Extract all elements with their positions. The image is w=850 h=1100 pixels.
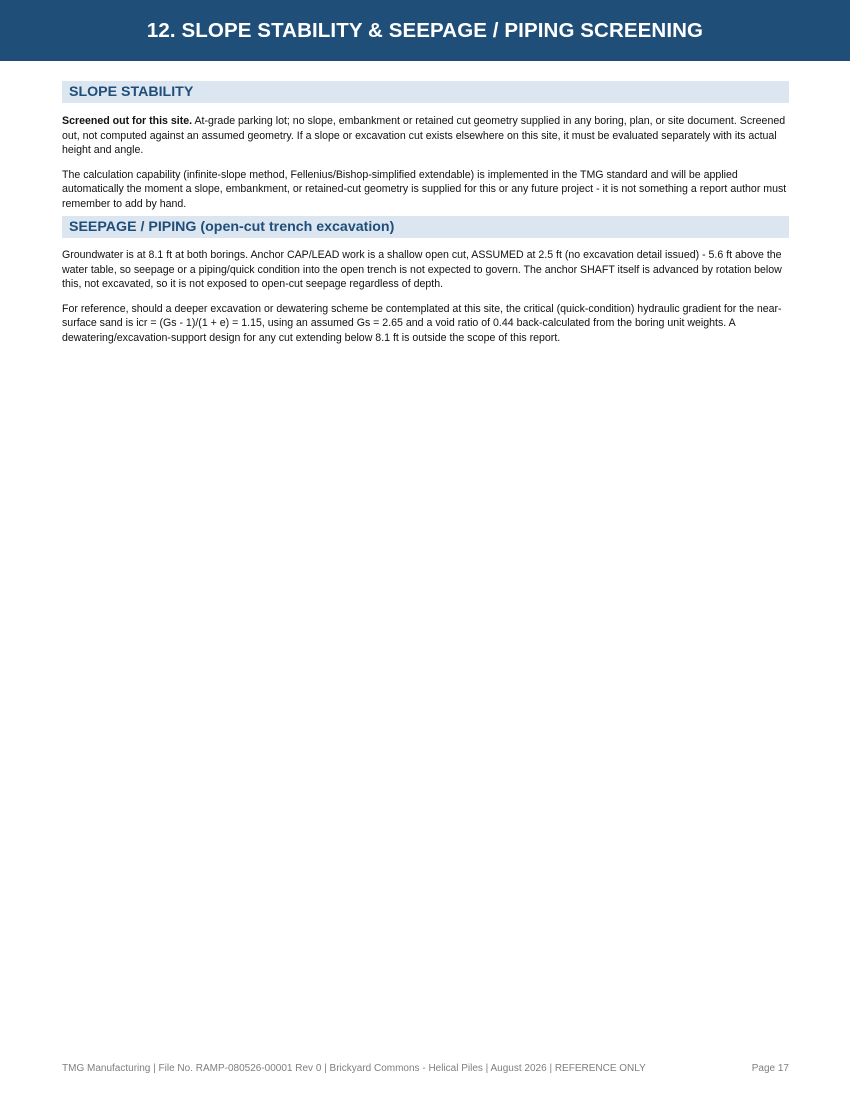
slope-stability-paragraph-1-text: At-grade parking lot; no slope, embankment or retained cut geometry supplied in any boring, plan, or site document. Screened out, not computed against an assumed geometry. If a slope or excavation cut exists elsewhere on this site, it must be evaluated separately with its actual height and angle. [62, 115, 786, 156]
seepage-paragraph-2: For reference, should a deeper excavation or dewatering scheme be contemplated at this site, the critical (quick-condition) hydraulic gradient for the near-surface sand is icr = (Gs - 1)/(1 + e) = 1.15, using an assumed Gs = 2.65 and a void ratio of 0.44 back-calculated from the boring unit weights. A dewatering/excavation-support design for any cut extending below 8.1 ft is outside the scope of this report. [62, 302, 782, 344]
section-heading-slope-stability: SLOPE STABILITY [62, 81, 789, 103]
section-heading-seepage-piping: SEEPAGE / PIPING (open-cut trench excavation) [62, 216, 789, 238]
page-title: 12. SLOPE STABILITY & SEEPAGE / PIPING SCREENING [146, 18, 704, 42]
footer-page-number: Page 17 [751, 1063, 789, 1074]
slope-stability-paragraph-2: The calculation capability (infinite-slope method, Fellenius/Bishop-simplified extendable) is implemented in the TMG standard and will be applied automatically the moment a slope, embankment, or retained-cut geometry is supplied for this or any future project - it is not something a report author must remember to add by hand. [62, 168, 787, 210]
footer-document-info: TMG Manufacturing | File No. RAMP-080526-00001 Rev 0 | Brickyard Commons - Helical Piles | August 2026 | REFERENCE ONLY [62, 1063, 646, 1074]
slope-stability-paragraph-1 [62, 114, 789, 158]
seepage-paragraph-1: Groundwater is at 8.1 ft at both borings. Anchor CAP/LEAD work is a shallow open cut, ASSUMED at 2.5 ft (no excavation detail issued) - 5.6 ft above the water table, so seepage or a piping/quick condition into the open trench is not expected to govern. The anchor SHAFT itself is advanced by rotation below this, not excavated, so it is not exposed to open-cut seepage regardless of depth. [62, 249, 782, 290]
page-content [62, 81, 789, 345]
slope-stability-lead: Screened out for this site. [62, 115, 193, 127]
page-header [0, 0, 850, 61]
page-footer [62, 1063, 789, 1074]
